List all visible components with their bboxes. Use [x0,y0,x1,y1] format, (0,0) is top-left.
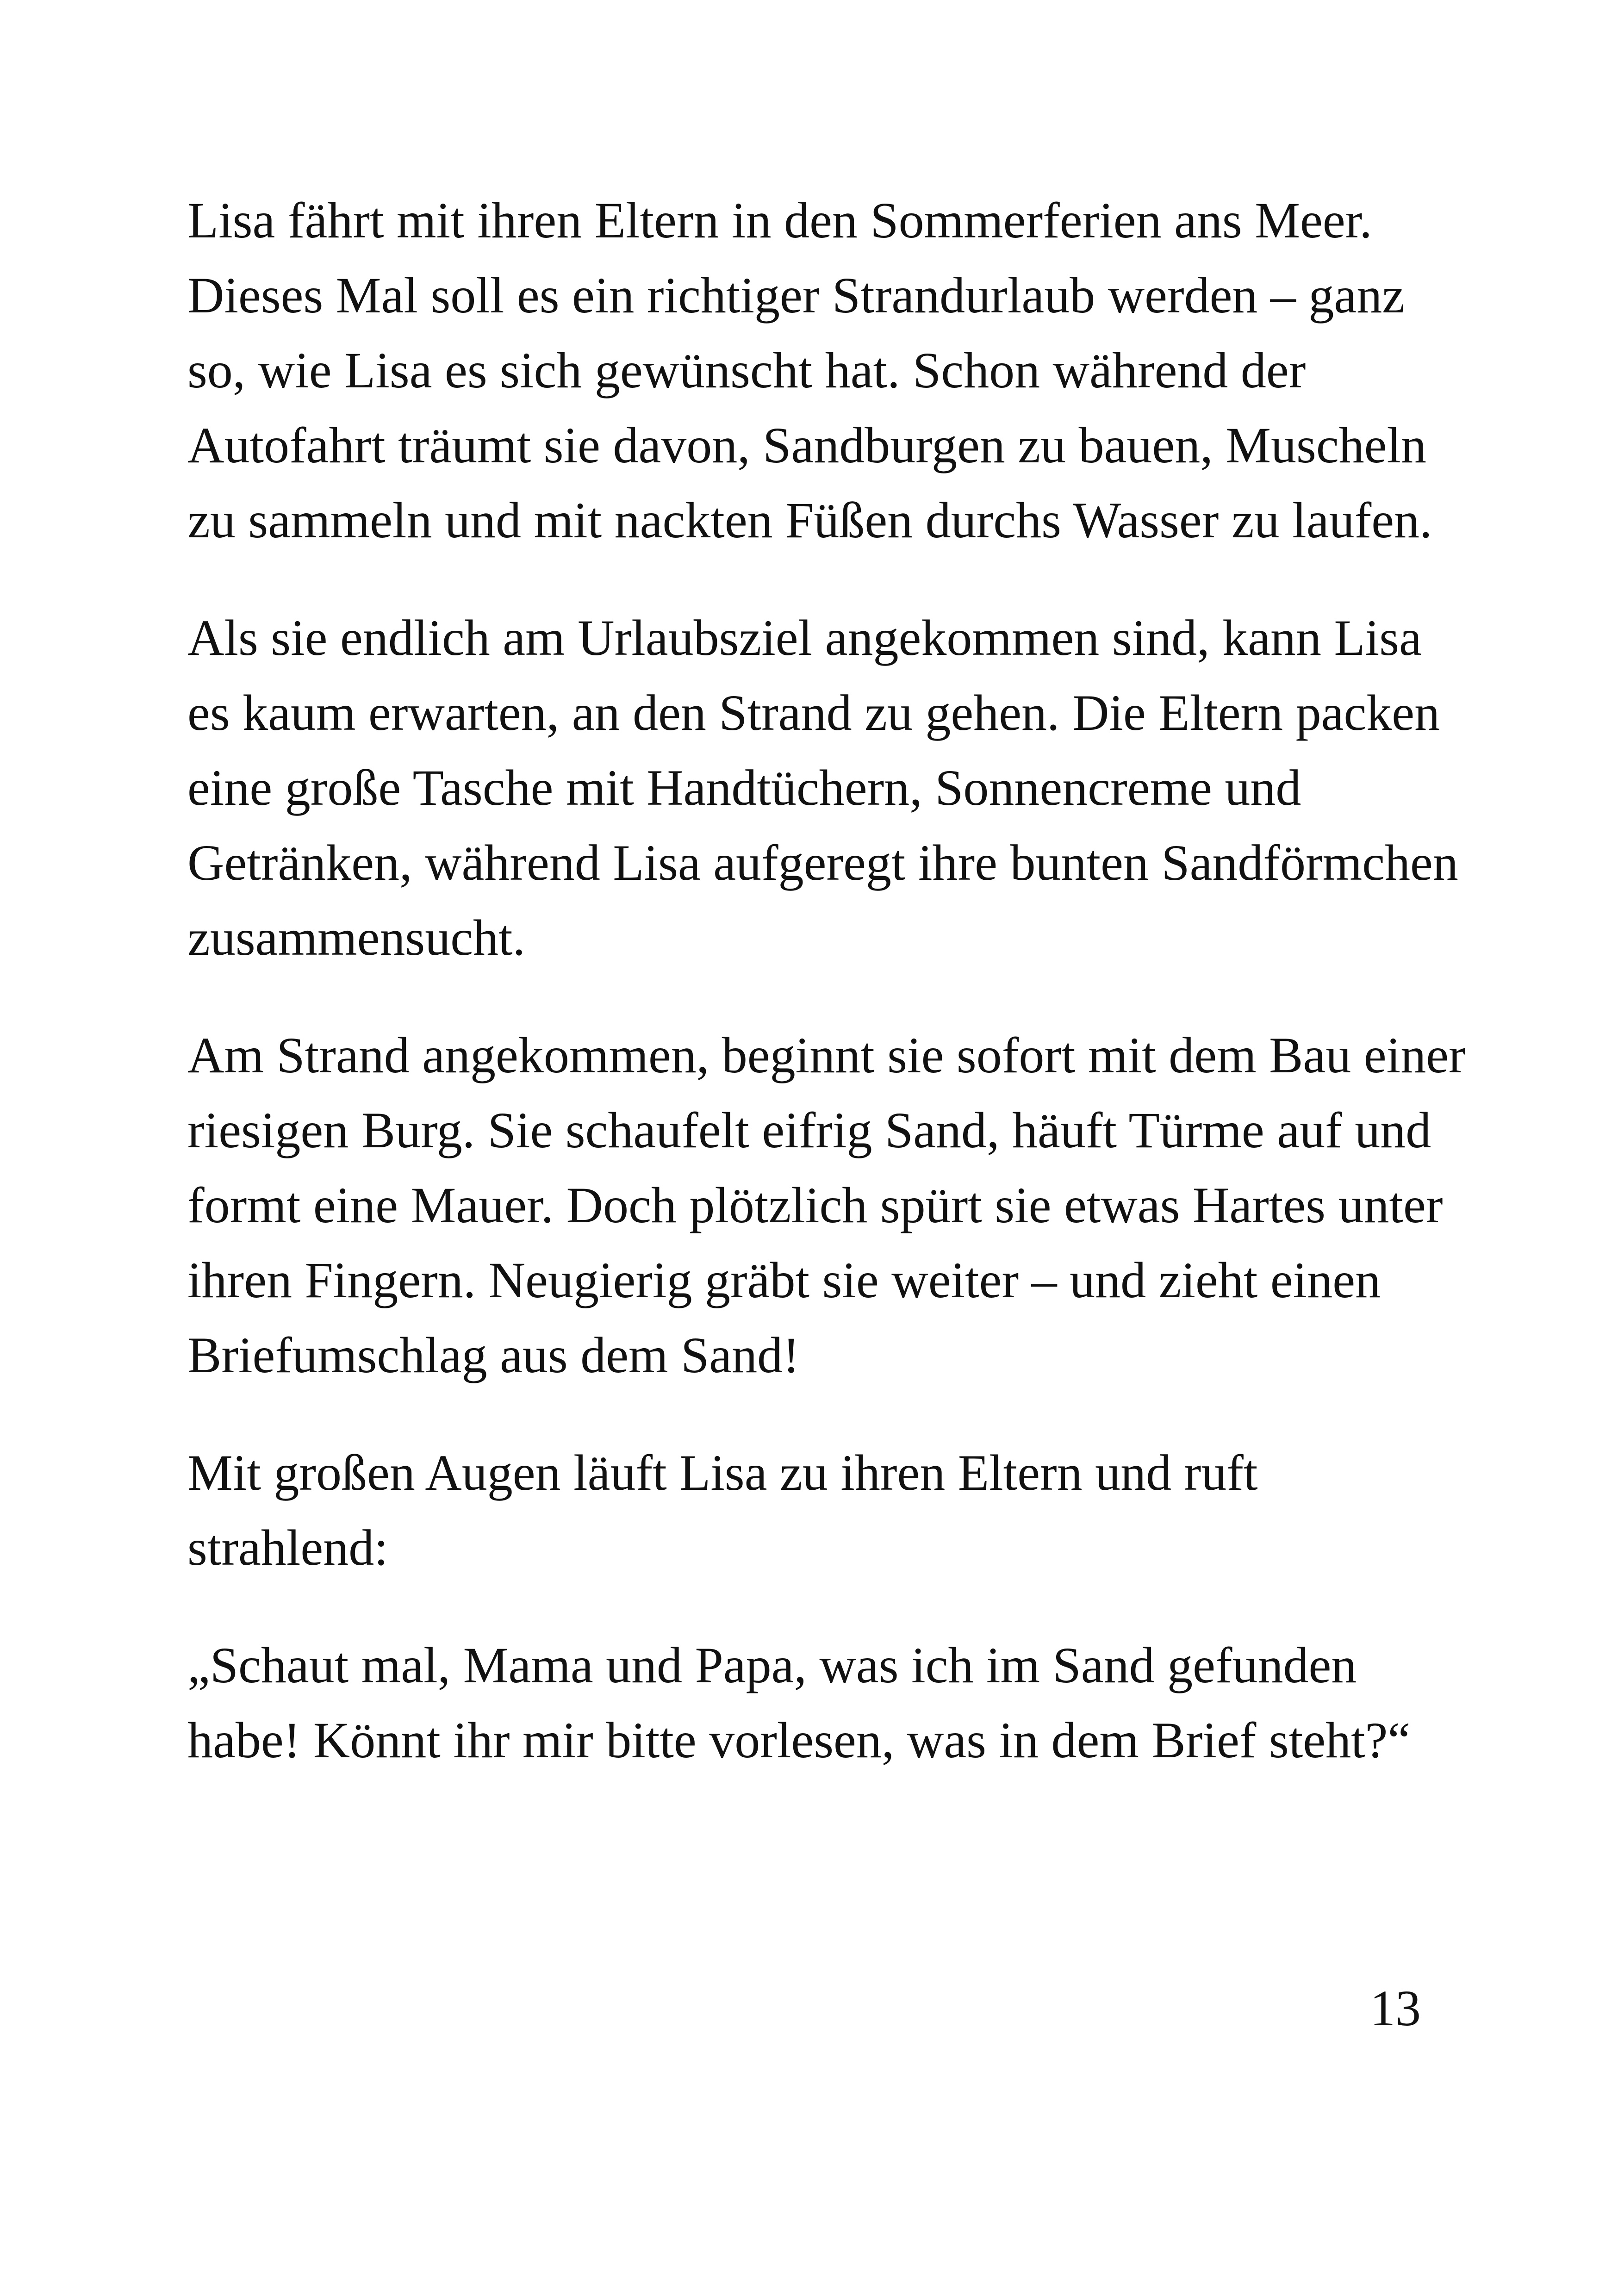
paragraph [187,600,1474,975]
text-line: eine große Tasche mit Handtüchern, Sonnencreme und [187,759,1301,816]
text-line: Getränken, während Lisa aufgeregt ihre bunten Sandförmchen [187,834,1458,891]
text-line: Lisa fährt mit ihren Eltern in den Sommerferien ans Meer. [187,192,1372,249]
text-line: Briefumschlag aus dem Sand! [187,1327,800,1383]
paragraph [187,1435,1474,1585]
text-line: es kaum erwarten, an den Strand zu gehen. Die Eltern packen [187,684,1440,741]
text-line: strahlend: [187,1519,388,1576]
text-line: ihren Fingern. Neugierig gräbt sie weiter – und zieht einen [187,1252,1381,1308]
paragraph [187,183,1474,558]
text-line: zusammensucht. [187,909,526,966]
text-line: Autofahrt träumt sie davon, Sandburgen zu bauen, Muscheln [187,417,1427,473]
text-line: so, wie Lisa es sich gewünscht hat. Schon während der [187,342,1306,398]
text-line: Mit großen Augen läuft Lisa zu ihren Eltern und ruft [187,1444,1258,1501]
page-number: 13 [1370,1980,1421,2036]
text-line: Am Strand angekommen, beginnt sie sofort mit dem Bau einer [187,1027,1466,1083]
story-text [187,183,1474,1820]
text-line: zu sammeln und mit nackten Füßen durchs Wasser zu laufen. [187,492,1432,548]
text-line: Als sie endlich am Urlaubsziel angekommen sind, kann Lisa [187,610,1422,666]
text-line: formt eine Mauer. Doch plötzlich spürt sie etwas Hartes unter [187,1177,1443,1233]
text-line: Dieses Mal soll es ein richtiger Strandurlaub werden – ganz [187,267,1405,324]
text-line: riesigen Burg. Sie schaufelt eifrig Sand, häuft Türme auf und [187,1102,1431,1158]
text-line: „Schaut mal, Mama und Papa, was ich im Sand gefunden [187,1637,1357,1693]
text-line: habe! Könnt ihr mir bitte vorlesen, was in dem Brief steht?“ [187,1712,1411,1768]
paragraph [187,1628,1474,1778]
paragraph [187,1018,1474,1393]
